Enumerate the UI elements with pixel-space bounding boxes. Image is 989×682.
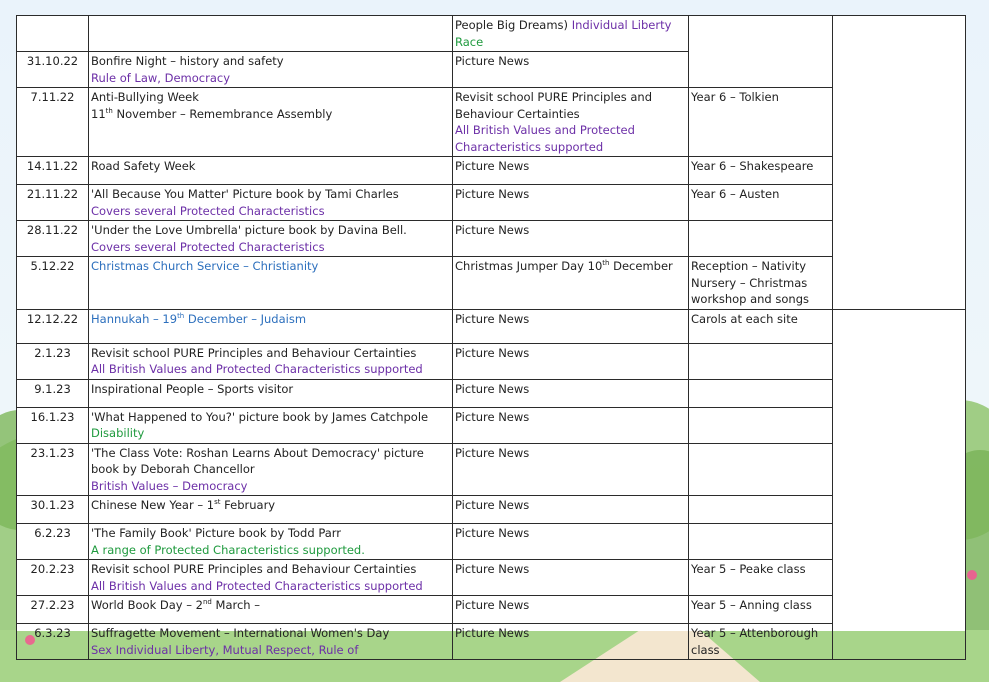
date-cell: 16.1.23	[17, 407, 89, 443]
activity-cell: Picture News	[453, 496, 689, 524]
activity-text: Revisit school PURE Principles and Behaviour Certainties	[455, 90, 653, 121]
extra-cell	[833, 16, 966, 52]
activity-cell	[453, 88, 689, 157]
event-cell	[89, 443, 453, 496]
event-text: World Book Day – 2	[91, 598, 203, 612]
activity-cell: Picture News	[453, 524, 689, 560]
characteristic-note: Covers several Protected Characteristics	[91, 239, 325, 254]
class-cell	[689, 52, 833, 88]
class-cell	[689, 379, 833, 407]
table-row	[17, 185, 966, 221]
event-text: February	[220, 498, 276, 512]
activity-cell: Picture News	[453, 443, 689, 496]
event-cell	[89, 496, 453, 524]
table-row	[17, 88, 966, 157]
value-note: British Values – Democracy	[91, 478, 248, 493]
class-cell	[689, 496, 833, 524]
class-text: Nursery – Christmas workshop and songs	[691, 275, 809, 306]
ordinal-suffix: th	[602, 259, 610, 268]
table-row	[17, 52, 966, 88]
date-cell: 23.1.23	[17, 443, 89, 496]
table-row	[17, 443, 966, 496]
event-cell	[89, 88, 453, 157]
event-text: 'The Class Vote: Roshan Learns About Democracy' picture book by Deborah Chancellor	[91, 445, 424, 476]
extra-cell	[833, 257, 966, 310]
activity-cell: Picture News	[453, 560, 689, 596]
activity-text: December	[609, 259, 673, 273]
event-cell: Inspirational People – Sports visitor	[89, 379, 453, 407]
schedule-document	[16, 15, 965, 657]
event-text: Anti-Bullying Week	[91, 90, 199, 104]
date-cell: 9.1.23	[17, 379, 89, 407]
table-row	[17, 343, 966, 379]
class-cell: Year 6 – Tolkien	[689, 88, 833, 157]
event-cell	[89, 524, 453, 560]
activity-cell: Picture News	[453, 379, 689, 407]
characteristic-note: Covers several Protected Characteristics	[91, 203, 325, 218]
event-cell	[89, 52, 453, 88]
event-cell	[89, 596, 453, 624]
class-cell	[689, 221, 833, 257]
ordinal-suffix: th	[105, 106, 113, 115]
table-row	[17, 624, 966, 660]
event-text: 'Under the Love Umbrella' picture book by Davina Bell.	[91, 223, 407, 237]
extra-cell	[833, 157, 966, 185]
value-note: All British Values and Protected Characteristics supported	[455, 123, 635, 154]
date-cell	[17, 16, 89, 52]
date-cell: 6.3.23	[17, 624, 89, 660]
activity-cell: Picture News	[453, 343, 689, 379]
class-text: Reception – Nativity	[691, 259, 807, 273]
event-text: Revisit school PURE Principles and Behaviour Certainties	[91, 345, 417, 360]
characteristic-note: Race	[455, 34, 484, 49]
value-note: Individual Liberty	[571, 18, 672, 32]
date-cell: 7.11.22	[17, 88, 89, 157]
date-cell: 20.2.23	[17, 560, 89, 596]
table-row	[17, 16, 966, 52]
class-cell: Year 6 – Shakespeare	[689, 157, 833, 185]
table-row	[17, 496, 966, 524]
class-cell	[689, 407, 833, 443]
ordinal-suffix: nd	[202, 598, 212, 607]
class-cell	[689, 443, 833, 496]
activity-cell: Picture News	[453, 596, 689, 624]
activity-cell	[453, 257, 689, 310]
event-text: 'The Family Book' Picture book by Todd Parr	[91, 526, 342, 540]
table-row	[17, 221, 966, 257]
activity-cell	[453, 16, 689, 52]
date-cell: 6.2.23	[17, 524, 89, 560]
assembly-schedule-table	[16, 15, 966, 660]
event-text: Hannukah – 19	[91, 311, 178, 326]
activity-cell: Picture News	[453, 309, 689, 343]
class-cell: Carols at each site	[689, 309, 833, 343]
date-cell: 27.2.23	[17, 596, 89, 624]
class-cell	[689, 16, 833, 52]
event-cell: Road Safety Week	[89, 157, 453, 185]
value-note: Sex Individual Liberty, Mutual Respect, Rule of	[91, 642, 359, 657]
class-cell	[689, 524, 833, 560]
class-cell: Year 5 – Anning class	[689, 596, 833, 624]
activity-cell: Picture News	[453, 221, 689, 257]
table-row	[17, 157, 966, 185]
extra-cell	[833, 52, 966, 88]
event-cell	[89, 185, 453, 221]
event-text: December – Judaism	[184, 311, 307, 326]
table-row	[17, 257, 966, 310]
activity-cell: Picture News	[453, 624, 689, 660]
date-cell: 5.12.22	[17, 257, 89, 310]
value-note: All British Values and Protected Characteristics supported	[91, 362, 423, 376]
date-cell: 2.1.23	[17, 343, 89, 379]
date-cell: 30.1.23	[17, 496, 89, 524]
value-note: All British Values and Protected Characteristics supported	[91, 578, 423, 593]
date-cell: 14.11.22	[17, 157, 89, 185]
table-row	[17, 560, 966, 596]
activity-cell: Picture News	[453, 407, 689, 443]
table-row	[17, 524, 966, 560]
table-row	[17, 596, 966, 624]
event-text: November – Remembrance Assembly	[112, 106, 333, 121]
event-text: Revisit school PURE Principles and Behaviour Certainties	[91, 562, 417, 576]
activity-cell: Picture News	[453, 157, 689, 185]
event-cell	[89, 16, 453, 52]
event-text: Suffragette Movement – International Women's Day	[91, 626, 390, 640]
event-text: Bonfire Night – history and safety	[91, 54, 284, 68]
characteristic-note: A range of Protected Characteristics supported.	[91, 542, 365, 557]
event-text: 'All Because You Matter' Picture book by Tami Charles	[91, 187, 399, 201]
date-cell: 28.11.22	[17, 221, 89, 257]
extra-cell	[833, 185, 966, 221]
table-row	[17, 309, 966, 343]
activity-text: People Big Dreams)	[455, 18, 569, 32]
event-text: 'What Happened to You?' picture book by James Catchpole	[91, 409, 429, 424]
date-cell: 31.10.22	[17, 52, 89, 88]
extra-cell	[833, 88, 966, 157]
extra-cell	[833, 309, 966, 660]
activity-cell: Picture News	[453, 185, 689, 221]
table-row	[17, 379, 966, 407]
event-cell	[89, 407, 453, 443]
class-cell	[689, 257, 833, 310]
table-row	[17, 407, 966, 443]
date-cell: 21.11.22	[17, 185, 89, 221]
event-cell	[89, 343, 453, 379]
event-cell	[89, 624, 453, 660]
extra-cell	[833, 221, 966, 257]
event-cell: Christmas Church Service – Christianity	[89, 257, 453, 310]
class-cell: Year 5 – Peake class	[689, 560, 833, 596]
event-text: March –	[211, 598, 260, 612]
value-note: Rule of Law, Democracy	[91, 70, 230, 85]
event-cell	[89, 560, 453, 596]
date-cell: 12.12.22	[17, 309, 89, 343]
ordinal-suffix: th	[177, 311, 185, 320]
ordinal-suffix: st	[214, 498, 221, 507]
class-cell: Year 6 – Austen	[689, 185, 833, 221]
characteristic-note: Disability	[91, 426, 145, 440]
event-cell	[89, 221, 453, 257]
event-text: Chinese New Year – 1	[91, 498, 215, 512]
event-text: 11	[91, 106, 106, 121]
class-cell	[689, 343, 833, 379]
activity-text: Christmas Jumper Day 10	[455, 259, 603, 273]
activity-cell: Picture News	[453, 52, 689, 88]
class-cell: Year 5 – Attenborough class	[689, 624, 833, 660]
event-cell	[89, 309, 453, 343]
